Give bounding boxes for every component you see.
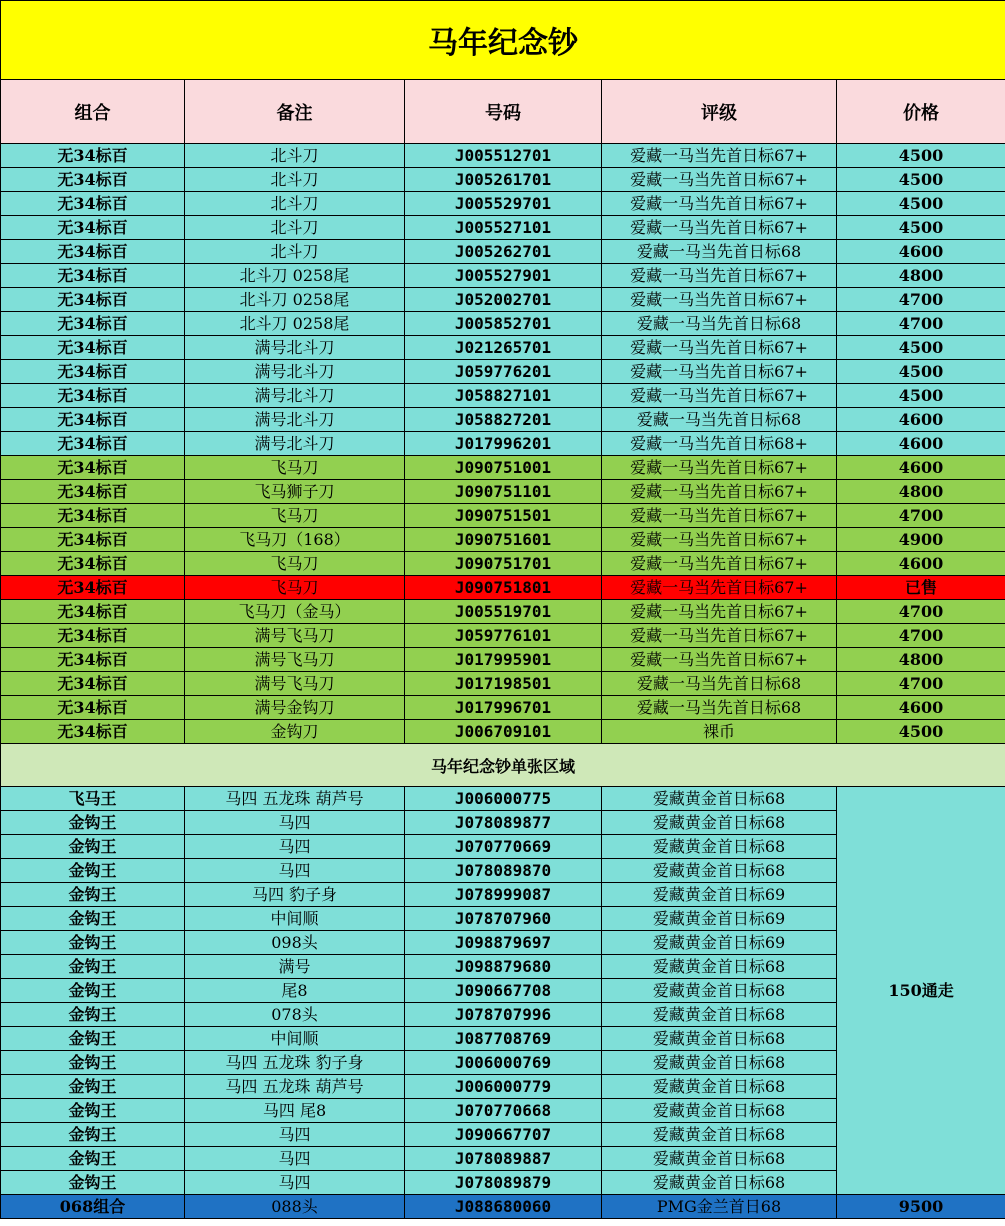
group-cell: 无34标百: [1, 480, 185, 504]
group-cell: 飞马王: [1, 787, 185, 811]
grade-cell: 爱藏一马当先首日标67+: [602, 144, 837, 168]
grade-cell: 爱藏一马当先首日标67+: [602, 384, 837, 408]
section-title: 马年纪念钞单张区域: [1, 744, 1005, 787]
number-cell: J017995901: [405, 648, 602, 672]
header-group: 组合: [1, 80, 185, 144]
price-cell: 4700: [837, 624, 1005, 648]
note-cell: 满号飞马刀: [185, 624, 405, 648]
number-cell: J017996201: [405, 432, 602, 456]
merged-price-cell: 150通走: [837, 787, 1005, 1195]
table-row: [1, 648, 1005, 672]
note-cell: 北斗刀: [185, 216, 405, 240]
table-row: [1, 144, 1005, 168]
note-cell: 马四 尾8: [185, 1099, 405, 1123]
title-row: [1, 1, 1005, 80]
grade-cell: 爱藏黄金首日标68: [602, 1171, 837, 1195]
table-row: [1, 528, 1005, 552]
group-cell: 金钩王: [1, 1075, 185, 1099]
number-cell: J078089879: [405, 1171, 602, 1195]
number-cell: J088680060: [405, 1195, 602, 1219]
group-cell: 无34标百: [1, 552, 185, 576]
group-cell: 无34标百: [1, 600, 185, 624]
grade-cell: 爱藏一马当先首日标67+: [602, 168, 837, 192]
table-row: [1, 288, 1005, 312]
table-row: [1, 552, 1005, 576]
header-grade: 评级: [602, 80, 837, 144]
number-cell: J006000775: [405, 787, 602, 811]
price-cell: 4700: [837, 312, 1005, 336]
note-cell: 马四: [185, 1123, 405, 1147]
note-cell: 马四: [185, 1147, 405, 1171]
grade-cell: 爱藏一马当先首日标67+: [602, 576, 837, 600]
grade-cell: 爱藏一马当先首日标68: [602, 696, 837, 720]
grade-cell: 爱藏一马当先首日标68: [602, 240, 837, 264]
price-cell: 4700: [837, 672, 1005, 696]
number-cell: J090751101: [405, 480, 602, 504]
number-cell: J058827201: [405, 408, 602, 432]
note-cell: 北斗刀 0258尾: [185, 312, 405, 336]
number-cell: J059776201: [405, 360, 602, 384]
group-cell: 无34标百: [1, 528, 185, 552]
grade-cell: 爱藏黄金首日标68: [602, 1147, 837, 1171]
table-row: [1, 384, 1005, 408]
note-cell: 飞马狮子刀: [185, 480, 405, 504]
note-cell: 马四: [185, 835, 405, 859]
note-cell: 满号金钩刀: [185, 696, 405, 720]
grade-cell: 爱藏黄金首日标68: [602, 859, 837, 883]
price-cell: 4500: [837, 336, 1005, 360]
note-cell: 马四 五龙珠 葫芦号: [185, 787, 405, 811]
note-cell: 飞马刀: [185, 504, 405, 528]
table-row: [1, 312, 1005, 336]
group-cell: 金钩王: [1, 811, 185, 835]
number-cell: J052002701: [405, 288, 602, 312]
grade-cell: 爱藏黄金首日标68: [602, 811, 837, 835]
price-cell: 4600: [837, 456, 1005, 480]
group-cell: 无34标百: [1, 432, 185, 456]
group-cell: 金钩王: [1, 1171, 185, 1195]
price-cell: 4600: [837, 432, 1005, 456]
table-row: [1, 600, 1005, 624]
table-row: [1, 672, 1005, 696]
grade-cell: 爱藏一马当先首日标67+: [602, 192, 837, 216]
grade-cell: 爱藏一马当先首日标67+: [602, 624, 837, 648]
table-row: [1, 408, 1005, 432]
price-cell: 4800: [837, 480, 1005, 504]
note-cell: 满号北斗刀: [185, 408, 405, 432]
note-cell: 北斗刀: [185, 240, 405, 264]
grade-cell: 爱藏一马当先首日标67+: [602, 504, 837, 528]
grade-cell: PMG金兰首日68: [602, 1195, 837, 1219]
grade-cell: 爱藏一马当先首日标67+: [602, 360, 837, 384]
group-cell: 金钩王: [1, 1123, 185, 1147]
price-cell: 4600: [837, 552, 1005, 576]
note-cell: 飞马刀（168）: [185, 528, 405, 552]
note-cell: 飞马刀（金马）: [185, 600, 405, 624]
grade-cell: 爱藏一马当先首日标68: [602, 672, 837, 696]
note-cell: 马四 五龙珠 葫芦号: [185, 1075, 405, 1099]
note-cell: 088头: [185, 1195, 405, 1219]
note-cell: 马四: [185, 811, 405, 835]
group-cell: 金钩王: [1, 1051, 185, 1075]
price-cell: 4500: [837, 216, 1005, 240]
note-cell: 马四 豹子身: [185, 883, 405, 907]
sheet-body: [1, 1, 1005, 1219]
number-cell: J090667708: [405, 979, 602, 1003]
group-cell: 金钩王: [1, 1027, 185, 1051]
group-cell: 无34标百: [1, 696, 185, 720]
table-row: [1, 696, 1005, 720]
section-row: [1, 744, 1005, 787]
number-cell: J078089887: [405, 1147, 602, 1171]
price-cell: 4700: [837, 504, 1005, 528]
note-cell: 北斗刀 0258尾: [185, 288, 405, 312]
table-row: [1, 624, 1005, 648]
number-cell: J006709101: [405, 720, 602, 744]
sheet-title: 马年纪念钞: [1, 1, 1005, 80]
grade-cell: 爱藏一马当先首日标67+: [602, 552, 837, 576]
grade-cell: 爱藏一马当先首日标68: [602, 312, 837, 336]
note-cell: 飞马刀: [185, 456, 405, 480]
number-cell: J090751801: [405, 576, 602, 600]
group-cell: 无34标百: [1, 408, 185, 432]
note-cell: 满号北斗刀: [185, 336, 405, 360]
grade-cell: 爱藏黄金首日标68: [602, 1027, 837, 1051]
note-cell: 马四 五龙珠 豹子身: [185, 1051, 405, 1075]
note-cell: 北斗刀 0258尾: [185, 264, 405, 288]
number-cell: J098879697: [405, 931, 602, 955]
grade-cell: 爱藏一马当先首日标68+: [602, 432, 837, 456]
grade-cell: 爱藏一马当先首日标67+: [602, 528, 837, 552]
grade-cell: 爱藏黄金首日标68: [602, 979, 837, 1003]
group-cell: 无34标百: [1, 168, 185, 192]
grade-cell: 爱藏黄金首日标68: [602, 955, 837, 979]
price-cell: 已售: [837, 576, 1005, 600]
table-row: [1, 168, 1005, 192]
number-cell: J005519701: [405, 600, 602, 624]
price-cell: 4800: [837, 264, 1005, 288]
table-row: [1, 504, 1005, 528]
group-cell: 无34标百: [1, 384, 185, 408]
grade-cell: 爱藏黄金首日标68: [602, 1051, 837, 1075]
number-cell: J090751601: [405, 528, 602, 552]
group-cell: 金钩王: [1, 979, 185, 1003]
grade-cell: 爱藏一马当先首日标67+: [602, 600, 837, 624]
header-number: 号码: [405, 80, 602, 144]
group-cell: 无34标百: [1, 360, 185, 384]
price-cell: 4500: [837, 384, 1005, 408]
table-row: [1, 264, 1005, 288]
note-cell: 满号飞马刀: [185, 672, 405, 696]
table-row: [1, 432, 1005, 456]
note-cell: 满号北斗刀: [185, 384, 405, 408]
table-row: [1, 576, 1005, 600]
group-cell: 金钩王: [1, 883, 185, 907]
number-cell: J059776101: [405, 624, 602, 648]
grade-cell: 爱藏一马当先首日标67+: [602, 648, 837, 672]
grade-cell: 爱藏一马当先首日标67+: [602, 264, 837, 288]
table-row: [1, 456, 1005, 480]
final-row: [1, 1195, 1005, 1219]
table-row: [1, 336, 1005, 360]
price-cell: 4500: [837, 720, 1005, 744]
grade-cell: 爱藏黄金首日标68: [602, 1075, 837, 1099]
note-cell: 中间顺: [185, 1027, 405, 1051]
note-cell: 满号北斗刀: [185, 360, 405, 384]
group-cell: 无34标百: [1, 504, 185, 528]
group-cell: 金钩王: [1, 835, 185, 859]
group-cell: 无34标百: [1, 576, 185, 600]
note-cell: 北斗刀: [185, 144, 405, 168]
grade-cell: 爱藏一马当先首日标67+: [602, 456, 837, 480]
number-cell: J005261701: [405, 168, 602, 192]
number-cell: J090751501: [405, 504, 602, 528]
number-cell: J005527101: [405, 216, 602, 240]
grade-cell: 爱藏一马当先首日标67+: [602, 480, 837, 504]
grade-cell: 爱藏黄金首日标69: [602, 883, 837, 907]
group-cell: 无34标百: [1, 240, 185, 264]
note-cell: 098头: [185, 931, 405, 955]
number-cell: J087708769: [405, 1027, 602, 1051]
note-cell: 飞马刀: [185, 576, 405, 600]
note-cell: 满号: [185, 955, 405, 979]
note-cell: 马四: [185, 1171, 405, 1195]
grade-cell: 爱藏黄金首日标68: [602, 835, 837, 859]
price-cell: 4500: [837, 144, 1005, 168]
group-cell: 金钩王: [1, 931, 185, 955]
group-cell: 无34标百: [1, 672, 185, 696]
number-cell: J017198501: [405, 672, 602, 696]
group-cell: 无34标百: [1, 624, 185, 648]
note-cell: 飞马刀: [185, 552, 405, 576]
grade-cell: 爱藏一马当先首日标68: [602, 408, 837, 432]
note-cell: 金钩刀: [185, 720, 405, 744]
note-cell: 满号北斗刀: [185, 432, 405, 456]
number-cell: J006000779: [405, 1075, 602, 1099]
number-cell: J017996701: [405, 696, 602, 720]
grade-cell: 爱藏黄金首日标68: [602, 787, 837, 811]
table-row: [1, 240, 1005, 264]
price-cell: 4600: [837, 408, 1005, 432]
price-cell: 9500: [837, 1195, 1005, 1219]
group-cell: 无34标百: [1, 288, 185, 312]
number-cell: J078089877: [405, 811, 602, 835]
price-cell: 4700: [837, 600, 1005, 624]
number-cell: J078707996: [405, 1003, 602, 1027]
group-cell: 068组合: [1, 1195, 185, 1219]
group-cell: 无34标百: [1, 312, 185, 336]
header-row: [1, 80, 1005, 144]
group-cell: 金钩王: [1, 907, 185, 931]
note-cell: 中间顺: [185, 907, 405, 931]
grade-cell: 爱藏黄金首日标68: [602, 1003, 837, 1027]
number-cell: J058827101: [405, 384, 602, 408]
note-cell: 马四: [185, 859, 405, 883]
group-cell: 无34标百: [1, 720, 185, 744]
group-cell: 无34标百: [1, 264, 185, 288]
price-cell: 4500: [837, 192, 1005, 216]
group-cell: 无34标百: [1, 216, 185, 240]
group-cell: 金钩王: [1, 1147, 185, 1171]
number-cell: J090751701: [405, 552, 602, 576]
number-cell: J070770668: [405, 1099, 602, 1123]
group-cell: 无34标百: [1, 144, 185, 168]
table-row: [1, 192, 1005, 216]
price-cell: 4600: [837, 240, 1005, 264]
note-cell: 北斗刀: [185, 192, 405, 216]
number-cell: J070770669: [405, 835, 602, 859]
table-row: [1, 720, 1005, 744]
table-row: [1, 360, 1005, 384]
grade-cell: 爱藏黄金首日标69: [602, 931, 837, 955]
header-price: 价格: [837, 80, 1005, 144]
number-cell: J078089870: [405, 859, 602, 883]
group-cell: 金钩王: [1, 1099, 185, 1123]
number-cell: J005512701: [405, 144, 602, 168]
number-cell: J078707960: [405, 907, 602, 931]
price-cell: 4500: [837, 360, 1005, 384]
grade-cell: 爱藏一马当先首日标67+: [602, 216, 837, 240]
number-cell: J005527901: [405, 264, 602, 288]
price-cell: 4700: [837, 288, 1005, 312]
number-cell: J021265701: [405, 336, 602, 360]
grade-cell: 爱藏黄金首日标68: [602, 1123, 837, 1147]
number-cell: J005529701: [405, 192, 602, 216]
table-row: [1, 480, 1005, 504]
grade-cell: 爱藏一马当先首日标67+: [602, 288, 837, 312]
group-cell: 金钩王: [1, 1003, 185, 1027]
single-row: [1, 787, 1005, 811]
number-cell: J098879680: [405, 955, 602, 979]
group-cell: 金钩王: [1, 859, 185, 883]
grade-cell: 裸币: [602, 720, 837, 744]
note-cell: 满号飞马刀: [185, 648, 405, 672]
group-cell: 无34标百: [1, 192, 185, 216]
group-cell: 无34标百: [1, 648, 185, 672]
grade-cell: 爱藏黄金首日标69: [602, 907, 837, 931]
group-cell: 无34标百: [1, 336, 185, 360]
number-cell: J005262701: [405, 240, 602, 264]
table-row: [1, 216, 1005, 240]
number-cell: J005852701: [405, 312, 602, 336]
number-cell: J006000769: [405, 1051, 602, 1075]
grade-cell: 爱藏一马当先首日标67+: [602, 336, 837, 360]
number-cell: J090667707: [405, 1123, 602, 1147]
number-cell: J090751001: [405, 456, 602, 480]
price-cell: 4500: [837, 168, 1005, 192]
price-cell: 4600: [837, 696, 1005, 720]
note-cell: 北斗刀: [185, 168, 405, 192]
group-cell: 无34标百: [1, 456, 185, 480]
grade-cell: 爱藏黄金首日标68: [602, 1099, 837, 1123]
header-note: 备注: [185, 80, 405, 144]
number-cell: J078999087: [405, 883, 602, 907]
group-cell: 金钩王: [1, 955, 185, 979]
price-cell: 4900: [837, 528, 1005, 552]
note-cell: 尾8: [185, 979, 405, 1003]
price-cell: 4800: [837, 648, 1005, 672]
note-cell: 078头: [185, 1003, 405, 1027]
